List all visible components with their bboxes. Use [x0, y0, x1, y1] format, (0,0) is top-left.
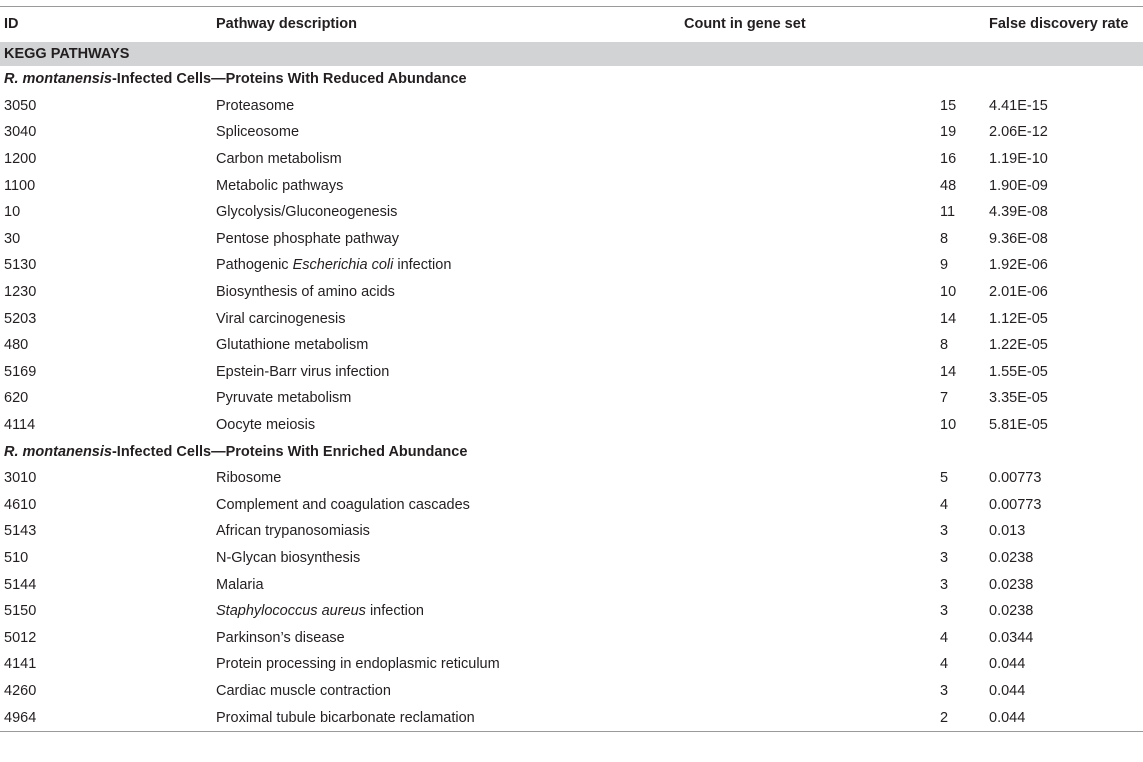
cell-fdr: 2.01E-06 — [989, 284, 1048, 301]
cell-id: 30 — [4, 230, 21, 247]
cell-fdr: 1.92E-06 — [989, 257, 1048, 274]
cell-fdr: 0.00773 — [989, 470, 1042, 487]
header-count: Count in gene set — [684, 7, 985, 42]
table-row — [0, 172, 1143, 199]
cell-count: 5 — [940, 470, 949, 487]
cell-id: 4141 — [4, 656, 37, 673]
cell-description: Proximal tubule bicarbonate reclamation — [212, 704, 684, 731]
table-row — [0, 465, 1143, 492]
cell-description: Viral carcinogenesis — [216, 310, 346, 327]
table-row — [0, 305, 1143, 332]
table-body — [0, 41, 1143, 731]
table-row — [0, 678, 1143, 705]
cell-fdr: 1.55E-05 — [989, 363, 1048, 380]
group-title — [0, 438, 1143, 465]
cell-fdr: 9.36E-08 — [989, 230, 1048, 247]
cell-fdr: 2.06E-12 — [989, 124, 1048, 141]
header-description: Pathway description — [212, 7, 684, 42]
cell-description: Malaria — [216, 576, 264, 593]
cell-id: 10 — [4, 204, 21, 221]
cell-count: 10 — [940, 417, 957, 434]
cell-id: 4964 — [0, 704, 212, 731]
cell-id: 4610 — [4, 496, 37, 513]
group-title-italic: R. montanensis — [4, 443, 112, 460]
cell-fdr: 0.044 — [989, 682, 1026, 699]
cell-fdr: 0.0344 — [989, 629, 1034, 646]
cell-count: 4 — [940, 629, 949, 646]
cell-description: Carbon metabolism — [216, 151, 342, 168]
cell-id: 3010 — [4, 470, 37, 487]
cell-count: 14 — [940, 310, 957, 327]
cell-count: 8 — [940, 337, 949, 354]
cell-description: Metabolic pathways — [216, 177, 344, 194]
cell-id: 480 — [4, 337, 29, 354]
cell-id: 3040 — [4, 124, 37, 141]
cell-id: 5150 — [4, 603, 37, 620]
table-row — [0, 93, 1143, 120]
table-row — [0, 279, 1143, 306]
cell-count: 16 — [940, 151, 957, 168]
cell-id: 5169 — [4, 363, 37, 380]
cell-description — [212, 598, 684, 625]
group-row — [0, 66, 1143, 93]
cell-description: Proteasome — [216, 97, 295, 114]
table-row — [0, 412, 1143, 439]
description-text: infection — [365, 603, 424, 620]
cell-id: 620 — [4, 390, 29, 407]
cell-count: 14 — [940, 363, 957, 380]
cell-count: 3 — [940, 523, 949, 540]
cell-id: 1230 — [4, 284, 37, 301]
cell-id: 5144 — [4, 576, 37, 593]
cell-fdr: 0.0238 — [989, 603, 1034, 620]
section-row — [0, 41, 1143, 66]
header-row — [0, 7, 1143, 42]
table-row — [0, 119, 1143, 146]
cell-count: 3 — [940, 549, 949, 566]
table-row — [0, 226, 1143, 253]
table-row — [0, 332, 1143, 359]
cell-fdr: 1.19E-10 — [989, 151, 1048, 168]
description-text: Pathogenic — [216, 257, 293, 274]
group-title-rest: -Infected Cells—Proteins With Reduced Abundance — [111, 71, 467, 88]
cell-id: 3050 — [4, 97, 37, 114]
group-title — [0, 66, 1143, 93]
table-row — [0, 598, 1143, 625]
table-row — [0, 518, 1143, 545]
cell-fdr: 0.044 — [989, 656, 1026, 673]
cell-count: 3 — [940, 603, 949, 620]
group-row — [0, 438, 1143, 465]
table-row — [0, 571, 1143, 598]
cell-count: 9 — [940, 257, 949, 274]
cell-description: N-Glycan biosynthesis — [216, 549, 361, 566]
cell-fdr: 3.35E-05 — [989, 390, 1048, 407]
cell-description: Oocyte meiosis — [216, 417, 316, 434]
cell-fdr: 4.39E-08 — [989, 204, 1048, 221]
description-text: infection — [393, 257, 452, 274]
cell-count: 8 — [940, 230, 949, 247]
description-species: Staphylococcus aureus — [216, 603, 366, 620]
cell-count: 4 — [940, 496, 949, 513]
cell-id: 1100 — [4, 177, 36, 194]
table-row — [0, 651, 1143, 678]
cell-count: 15 — [940, 97, 957, 114]
cell-fdr: 5.81E-05 — [989, 417, 1048, 434]
cell-fdr: 0.044 — [985, 704, 1143, 731]
cell-description: Epstein-Barr virus infection — [216, 363, 390, 380]
cell-fdr: 0.0238 — [989, 549, 1034, 566]
cell-count: 10 — [940, 284, 957, 301]
table-row — [0, 146, 1143, 173]
section-title: KEGG PATHWAYS — [0, 41, 1143, 66]
cell-description: Ribosome — [216, 470, 282, 487]
cell-count: 19 — [940, 124, 957, 141]
cell-count: 2 — [684, 704, 985, 731]
cell-fdr: 0.0238 — [989, 576, 1034, 593]
header-id: ID — [0, 7, 212, 42]
cell-id: 5130 — [4, 257, 37, 274]
table-row — [0, 252, 1143, 279]
header-fdr: False discovery rate — [985, 7, 1143, 42]
cell-fdr: 1.12E-05 — [989, 310, 1048, 327]
cell-count: 4 — [940, 656, 949, 673]
cell-description: Protein processing in endoplasmic reticulum — [216, 656, 500, 673]
cell-fdr: 1.22E-05 — [989, 337, 1048, 354]
cell-count: 3 — [940, 682, 949, 699]
cell-description: Biosynthesis of amino acids — [216, 284, 395, 301]
cell-id: 5012 — [4, 629, 37, 646]
cell-count: 3 — [940, 576, 949, 593]
description-species: Escherichia coli — [292, 257, 394, 274]
cell-description: Cardiac muscle contraction — [216, 682, 391, 699]
cell-count: 48 — [940, 177, 957, 194]
table-row — [0, 492, 1143, 519]
cell-fdr: 4.41E-15 — [989, 97, 1048, 114]
cell-count: 7 — [940, 390, 949, 407]
cell-description: Complement and coagulation cascades — [216, 496, 470, 513]
cell-id: 4260 — [4, 682, 37, 699]
cell-id: 4114 — [4, 417, 36, 434]
group-title-italic: R. montanensis — [4, 71, 112, 88]
cell-id: 1200 — [4, 151, 37, 168]
cell-id: 5203 — [4, 310, 37, 327]
table-header — [0, 7, 1143, 42]
table-row — [0, 359, 1143, 386]
cell-description: Parkinson’s disease — [216, 629, 345, 646]
kegg-pathway-table — [0, 6, 1143, 732]
cell-description: Glutathione metabolism — [216, 337, 369, 354]
table-row — [0, 545, 1143, 572]
table-row — [0, 624, 1143, 651]
cell-description: Pentose phosphate pathway — [216, 230, 399, 247]
cell-description: African trypanosomiasis — [216, 523, 370, 540]
table-row — [0, 704, 1143, 731]
cell-id: 510 — [4, 549, 29, 566]
cell-fdr: 0.00773 — [989, 496, 1042, 513]
cell-fdr: 1.90E-09 — [989, 177, 1048, 194]
cell-description: Glycolysis/Gluconeogenesis — [216, 204, 398, 221]
table-row — [0, 385, 1143, 412]
cell-description: Pyruvate metabolism — [216, 390, 352, 407]
cell-fdr: 0.013 — [989, 523, 1026, 540]
cell-count: 11 — [940, 204, 956, 221]
cell-description: Spliceosome — [216, 124, 300, 141]
group-title-rest: -Infected Cells—Proteins With Enriched Abundance — [111, 443, 468, 460]
table-row — [0, 199, 1143, 226]
cell-id: 5143 — [4, 523, 37, 540]
cell-description — [212, 252, 684, 279]
